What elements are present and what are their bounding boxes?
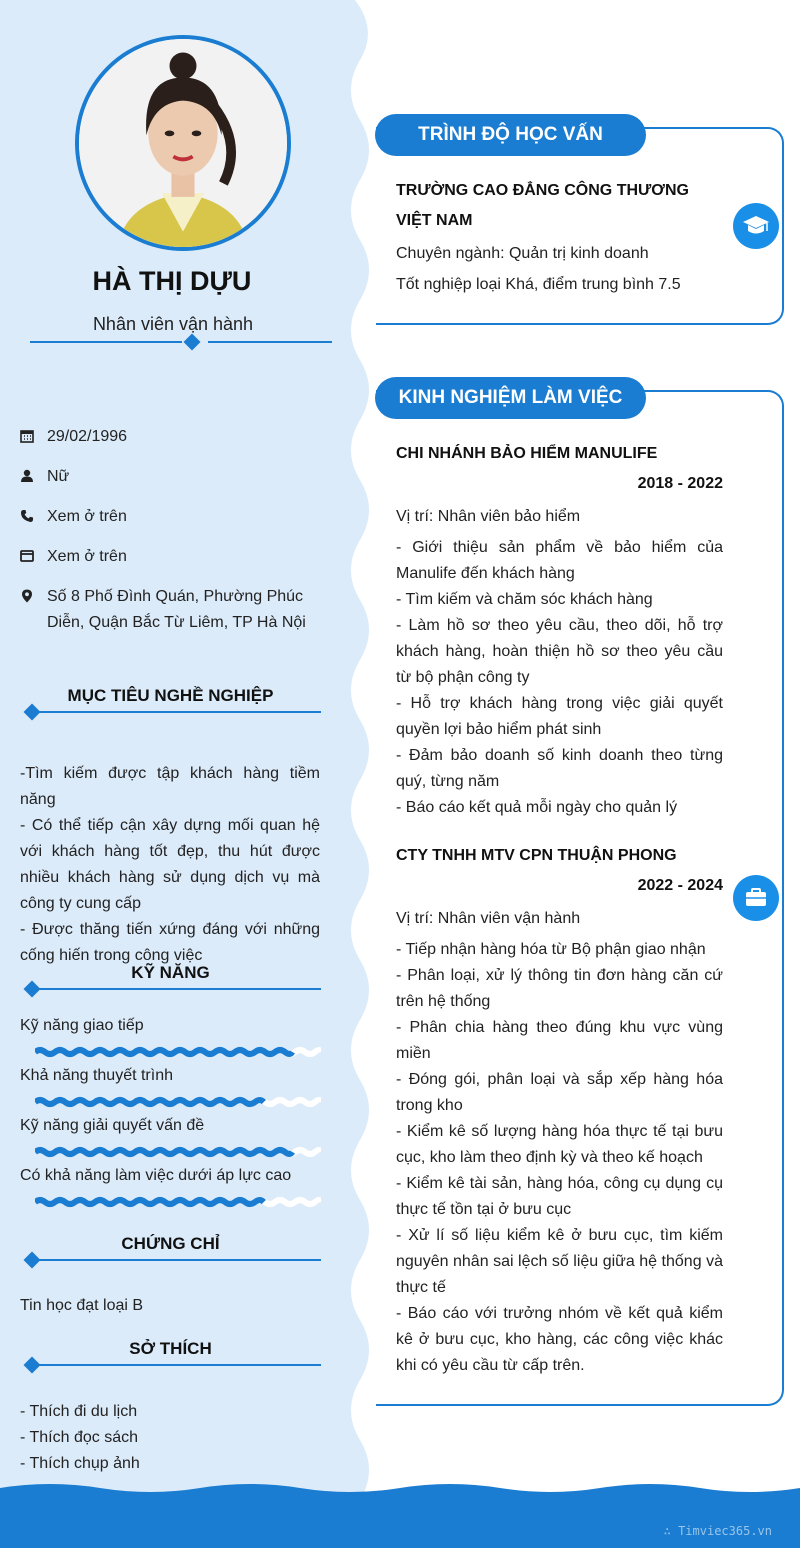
briefcase-icon bbox=[733, 875, 779, 921]
name-divider-left bbox=[30, 341, 182, 343]
contact-gender bbox=[20, 464, 320, 490]
email-icon bbox=[20, 549, 34, 563]
duty-item: - Phân loại, xử lý thông tin đơn hàng căn cứ trên hệ thống bbox=[396, 967, 723, 1010]
duty-item: - Đóng gói, phân loại và sắp xếp hàng hóa trong kho bbox=[396, 1071, 723, 1114]
hobbies-divider bbox=[32, 1364, 321, 1366]
name-divider-right bbox=[208, 341, 332, 343]
job-title: Nhân viên vận hành bbox=[92, 314, 254, 334]
certificates-heading: CHỨNG CHỈ bbox=[121, 1234, 220, 1253]
skill-label: Kỹ năng giao tiếp bbox=[20, 1017, 144, 1034]
hobby-item: - Thích đi du lịch bbox=[20, 1403, 138, 1420]
phone-text: Xem ở trên bbox=[47, 508, 127, 525]
duty-item: - Đảm bảo doanh số kinh doanh theo từng quý, từng năm bbox=[396, 747, 723, 790]
objective-text bbox=[20, 761, 320, 969]
hobby-item: - Thích đọc sách bbox=[20, 1429, 138, 1446]
birthday-text: 29/02/1996 bbox=[47, 428, 128, 445]
objective-line: - Được thăng tiến xứng đáng với những cống hiến trong công việc bbox=[20, 921, 320, 964]
duty-item: - Kiểm kê tài sản, hàng hóa, công cụ dụng cụ thực tế tồn tại ở bưu cục bbox=[396, 1175, 723, 1218]
skill-level-bar bbox=[35, 1046, 321, 1058]
gender-text: Nữ bbox=[47, 468, 70, 485]
duty-item: - Tìm kiếm và chăm sóc khách hàng bbox=[396, 591, 653, 608]
skill-fill bbox=[35, 1050, 292, 1054]
objective-divider bbox=[32, 711, 321, 713]
contact-phone bbox=[20, 504, 320, 530]
objective-heading: MỤC TIÊU NGHỀ NGHIỆP bbox=[67, 686, 274, 705]
hobbies-heading: SỞ THÍCH bbox=[129, 1339, 212, 1358]
contact-email bbox=[20, 544, 320, 570]
job-duties bbox=[396, 535, 723, 821]
duty-item: - Giới thiệu sản phẩm về bảo hiểm của Manulife đến khách hàng bbox=[396, 539, 723, 582]
portrait-photo bbox=[79, 39, 287, 247]
candidate-name: HÀ THỊ DỰU bbox=[92, 266, 252, 296]
company-name: CTY TNHH MTV CPN THUẬN PHONG bbox=[396, 847, 677, 864]
duty-item: - Phân chia hàng theo đúng khu vực vùng miền bbox=[396, 1019, 723, 1062]
watermark: ∴ Timviec365.vn bbox=[663, 1524, 772, 1538]
job-duties bbox=[396, 937, 723, 1379]
skill-fill bbox=[35, 1150, 292, 1154]
duty-item: - Xử lí số liệu kiểm kê ở bưu cục, tìm kiếm nguyên nhân sai lệch số liệu giữa hệ thống và thực tế bbox=[396, 1227, 723, 1296]
avatar bbox=[75, 35, 291, 251]
email-text: Xem ở trên bbox=[47, 548, 127, 565]
skill-fill bbox=[35, 1200, 264, 1204]
certificate-item: Tin học đạt loại B bbox=[20, 1297, 144, 1314]
skill-fill bbox=[35, 1100, 264, 1104]
job-position: Vị trí: Nhân viên vận hành bbox=[396, 910, 581, 927]
skills-heading: KỸ NĂNG bbox=[131, 963, 210, 982]
education-icon-badge bbox=[733, 203, 779, 249]
school-name: TRƯỜNG CAO ĐẲNG CÔNG THƯƠNG VIỆT NAM bbox=[396, 182, 689, 229]
hobby-item: - Thích chụp ảnh bbox=[20, 1455, 140, 1472]
skills-divider bbox=[32, 988, 321, 990]
duty-item: - Báo cáo với trưởng nhóm về kết quả kiểm kê ở bưu cục, kho hàng, các công việc khác khi có yêu cầu từ cấp trên. bbox=[396, 1305, 723, 1374]
experience-icon-badge bbox=[733, 875, 779, 921]
skill-level-bar bbox=[35, 1096, 321, 1108]
graduation-cap-icon bbox=[733, 203, 779, 249]
contact-birthday bbox=[20, 424, 320, 450]
phone-icon bbox=[20, 509, 34, 523]
skill-label: Có khả năng làm việc dưới áp lực cao bbox=[20, 1167, 292, 1184]
duty-item: - Báo cáo kết quả mỗi ngày cho quản lý bbox=[396, 799, 678, 816]
certificates-divider bbox=[32, 1259, 321, 1261]
job-position: Vị trí: Nhân viên bảo hiểm bbox=[396, 508, 581, 525]
contact-address bbox=[20, 584, 320, 636]
skill-label: Kỹ năng giải quyết vấn đề bbox=[20, 1117, 205, 1134]
education-result: Tốt nghiệp loại Khá, điểm trung bình 7.5 bbox=[396, 276, 681, 293]
skill-level-bar bbox=[35, 1196, 321, 1208]
user-icon bbox=[20, 469, 34, 483]
map-marker-icon bbox=[20, 589, 34, 603]
hobbies-list bbox=[20, 1399, 320, 1477]
duty-item: - Làm hồ sơ theo yêu cầu, theo dõi, hỗ trợ khách hàng, hoàn thiện hồ sơ theo yêu cầu từ bộ phận công ty bbox=[396, 617, 723, 686]
experience-heading: KINH NGHIỆM LÀM VIỆC bbox=[375, 377, 646, 419]
job-years: 2018 - 2022 bbox=[637, 475, 723, 492]
education-major: Chuyên ngành: Quản trị kinh doanh bbox=[396, 245, 649, 262]
job-years: 2022 - 2024 bbox=[637, 877, 723, 894]
skill-level-bar bbox=[35, 1146, 321, 1158]
education-heading: TRÌNH ĐỘ HỌC VẤN bbox=[375, 114, 646, 156]
duty-item: - Hỗ trợ khách hàng trong việc giải quyết quyền lợi bảo hiểm phát sinh bbox=[396, 695, 723, 738]
company-name: CHI NHÁNH BẢO HIỂM MANULIFE bbox=[396, 445, 658, 462]
skill-label: Khả năng thuyết trình bbox=[20, 1067, 173, 1084]
calendar-icon bbox=[20, 429, 34, 443]
duty-item: - Tiếp nhận hàng hóa từ Bộ phận giao nhận bbox=[396, 941, 706, 958]
objective-line: - Có thể tiếp cận xây dựng mối quan hệ với khách hàng tốt đẹp, thu hút được nhiều khách hàng sử dụng dịch vụ mà công ty cung cấp bbox=[20, 817, 320, 912]
duty-item: - Kiểm kê số lượng hàng hóa thực tế tại bưu cục, kho làm theo định kỳ và theo kế hoạch bbox=[396, 1123, 723, 1166]
objective-line: -Tìm kiếm được tập khách hàng tiềm năng bbox=[20, 765, 320, 808]
address-text: Số 8 Phố Đình Quán, Phường Phúc Diễn, Quận Bắc Từ Liêm, TP Hà Nội bbox=[47, 588, 306, 631]
